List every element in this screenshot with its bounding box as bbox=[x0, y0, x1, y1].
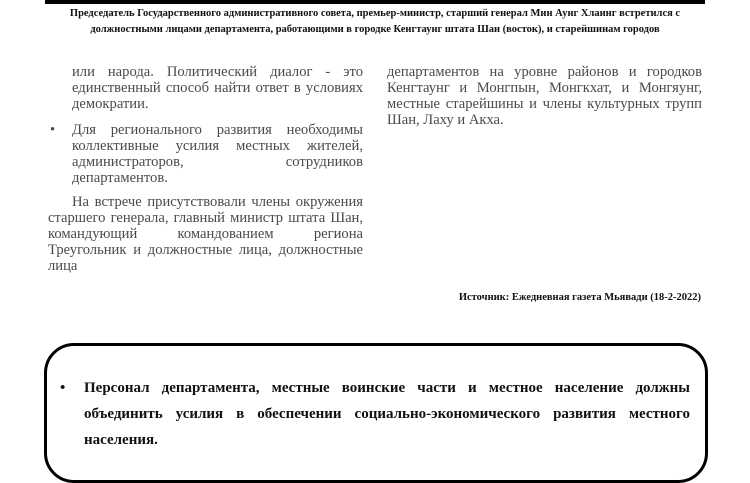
top-rule bbox=[45, 0, 705, 4]
bullet-dot-icon: • bbox=[60, 380, 66, 396]
left-bullet-text: Для регионального развития необходимы коллективные усилия местных жителей, администраторов, сотрудников департаментов. bbox=[72, 122, 363, 186]
photo-caption: Председатель Государственного административного совета, премьер-министр, старший генерал Мин Аунг Хлаинг встретился с должностными лицами департамента, работающими в городке Кенгтаунг штата Шан (восток), и старейшинам городов bbox=[69, 8, 681, 35]
left-bullet-item bbox=[48, 122, 363, 186]
right-paragraph: департаментов на уровне районов и городков Кенгтаунг и Монгпын, Монгкхат, и Монгяунг, местные старейшины и члены культурных трупп Шан, Лаху и Акха. bbox=[387, 64, 702, 128]
highlight-bullet-text: Персонал департамента, местные воинские части и местное население должны объединить усилия в обеспечении социально-экономического развития местного населения. bbox=[84, 380, 690, 448]
left-column bbox=[48, 64, 363, 274]
right-column bbox=[387, 64, 702, 128]
left-paragraph: На встрече присутствовали члены окружения старшего генерала, главный министр штата Шан, командующий командованием региона Треугольник и должностные лица, должностные лица bbox=[48, 194, 363, 274]
highlight-bullet-item bbox=[58, 375, 690, 453]
source-credit: Источник: Ежедневная газета Мьявади (18-2-2022) bbox=[458, 292, 701, 303]
bullet-dot-icon: • bbox=[50, 122, 56, 138]
left-continuation-text: или народа. Политический диалог - это единственный способ найти ответ в условиях демократии. bbox=[72, 64, 363, 112]
